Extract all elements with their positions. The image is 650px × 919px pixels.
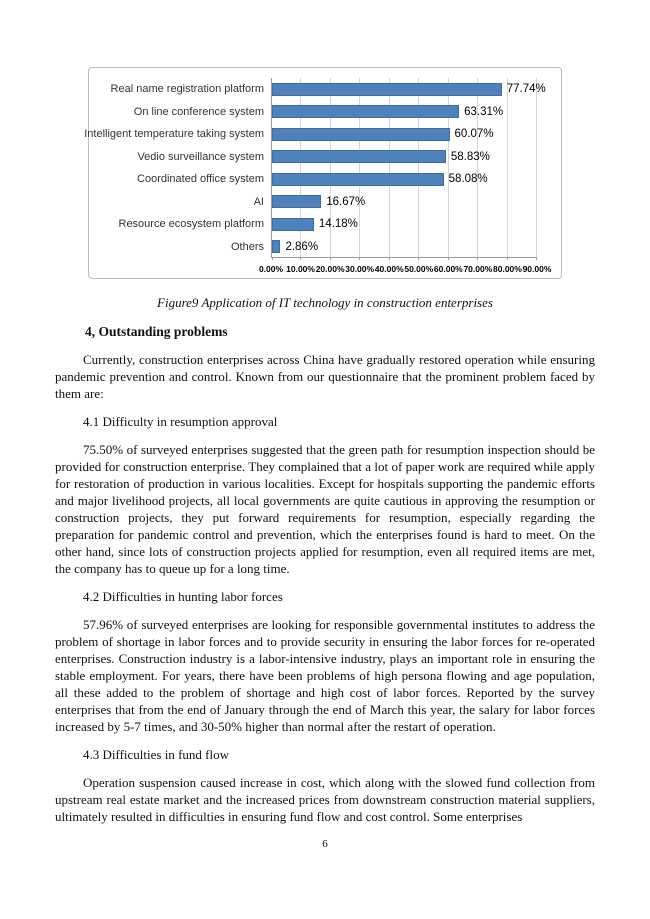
x-axis-tick-label: 30.00% xyxy=(345,264,375,274)
value-label: 77.74% xyxy=(506,83,546,96)
value-label: 60.07% xyxy=(454,128,494,141)
chart-row xyxy=(272,213,597,236)
page-number: 6 xyxy=(322,838,328,850)
chart-category-labels xyxy=(84,78,271,258)
section-heading: 4, Outstanding problems xyxy=(85,324,228,339)
bar xyxy=(272,195,321,208)
bar xyxy=(272,218,314,231)
figure-caption: Figure9 Application of IT technology in construction enterprises xyxy=(157,295,493,310)
x-axis-tick-label: 50.00% xyxy=(404,264,434,274)
x-axis-tick-label: 10.00% xyxy=(286,264,315,274)
subsection-title-41: 4.1 Difficulty in resumption approval xyxy=(83,414,278,429)
chart-row xyxy=(272,146,597,169)
chart-row xyxy=(272,191,597,214)
chart-row xyxy=(272,101,597,124)
figure-chart xyxy=(84,67,562,279)
x-axis-tick-label: 20.00% xyxy=(315,264,345,274)
x-axis-tick-label: 60.00% xyxy=(433,264,463,274)
paragraph-43: Operation suspension caused increase in cost, which along with the slowed fund collection from upstream real estate market and the increased prices from downstream construction material suppliers, ultimately resulted in difficulties in ensuring fund flow and cost control. Some enterprises xyxy=(55,775,595,824)
value-label: 14.18% xyxy=(318,218,358,231)
category-label: Coordinated office system xyxy=(137,173,264,186)
paragraph-intro: Currently, construction enterprises across China have gradually restored operation while ensuring pandemic prevention and control. Known from our questionnaire that the prominent problem faced by them are: xyxy=(55,352,595,401)
value-label: 58.83% xyxy=(450,150,490,163)
x-axis-tick-label: 80.00% xyxy=(493,264,522,274)
category-label: AI xyxy=(253,195,264,208)
value-label: 58.08% xyxy=(448,173,488,186)
category-label: Real name registration platform xyxy=(110,83,264,96)
bar xyxy=(272,150,446,163)
subsection-title-42: 4.2 Difficulties in hunting labor forces xyxy=(83,589,283,604)
x-axis-tick-label: 0.00% xyxy=(258,264,284,274)
chart-x-axis-labels xyxy=(258,264,552,276)
chart-row xyxy=(272,78,597,101)
paragraph-42: 57.96% of surveyed enterprises are looking for responsible governmental institutes to address the problem of shortage in labor forces and to provide security in ensuring the labor forces for re-operated enterprises. Construction industry is a labor-intensive industry, plays an important role in ensuring the stable employment. For years, there have been problems of high persona flowing and age population, all these added to the problem of shortage and high cost of labor forces. Reported by the survey enterprises that from the end of January through the end of March this year, the salary for labor forces increased by 5-7 times, and 30-50% higher than normal after the restart of operation. xyxy=(55,617,595,734)
bar xyxy=(272,105,459,118)
bar xyxy=(272,173,444,186)
chart-plot-wrapper xyxy=(84,78,561,258)
subsection-title-43: 4.3 Difficulties in fund flow xyxy=(83,747,229,762)
value-label: 16.67% xyxy=(326,195,366,208)
bar xyxy=(272,240,280,253)
bar xyxy=(272,128,450,141)
chart-plot-area xyxy=(271,78,546,258)
category-label: Vedio surveillance system xyxy=(137,150,264,163)
chart-row xyxy=(272,168,597,191)
x-axis-tick-label: 40.00% xyxy=(374,264,404,274)
x-axis-tick-label: 90.00% xyxy=(522,264,552,274)
category-label: On line conference system xyxy=(133,105,264,118)
bar xyxy=(272,83,502,96)
value-label: 63.31% xyxy=(464,105,504,118)
value-label: 2.86% xyxy=(285,240,319,253)
chart-row xyxy=(272,236,597,259)
category-label: Resource ecosystem platform xyxy=(118,218,264,231)
x-axis-tick-label: 70.00% xyxy=(463,264,493,274)
category-label: Intelligent temperature taking system xyxy=(84,128,264,141)
category-label: Others xyxy=(230,240,264,253)
paragraph-41: 75.50% of surveyed enterprises suggested that the green path for resumption inspection should be provided for construction enterprise. They complained that a lot of paper work are required while apply for restoration of production in various localities. Except for hospitals supporting the pandemic efforts and major livelihood projects, all local governments are quite cautious in approving the resumption or construction projects, they put forward requirements for resumption, especially regarding the preparation for pandemic control and prevention, which the enterprises found is hard to meet. On the other hand, since lots of construction projects applied for resumption, even all required items are met, the company has to queue up for a long time. xyxy=(55,442,595,576)
chart-row xyxy=(272,123,597,146)
